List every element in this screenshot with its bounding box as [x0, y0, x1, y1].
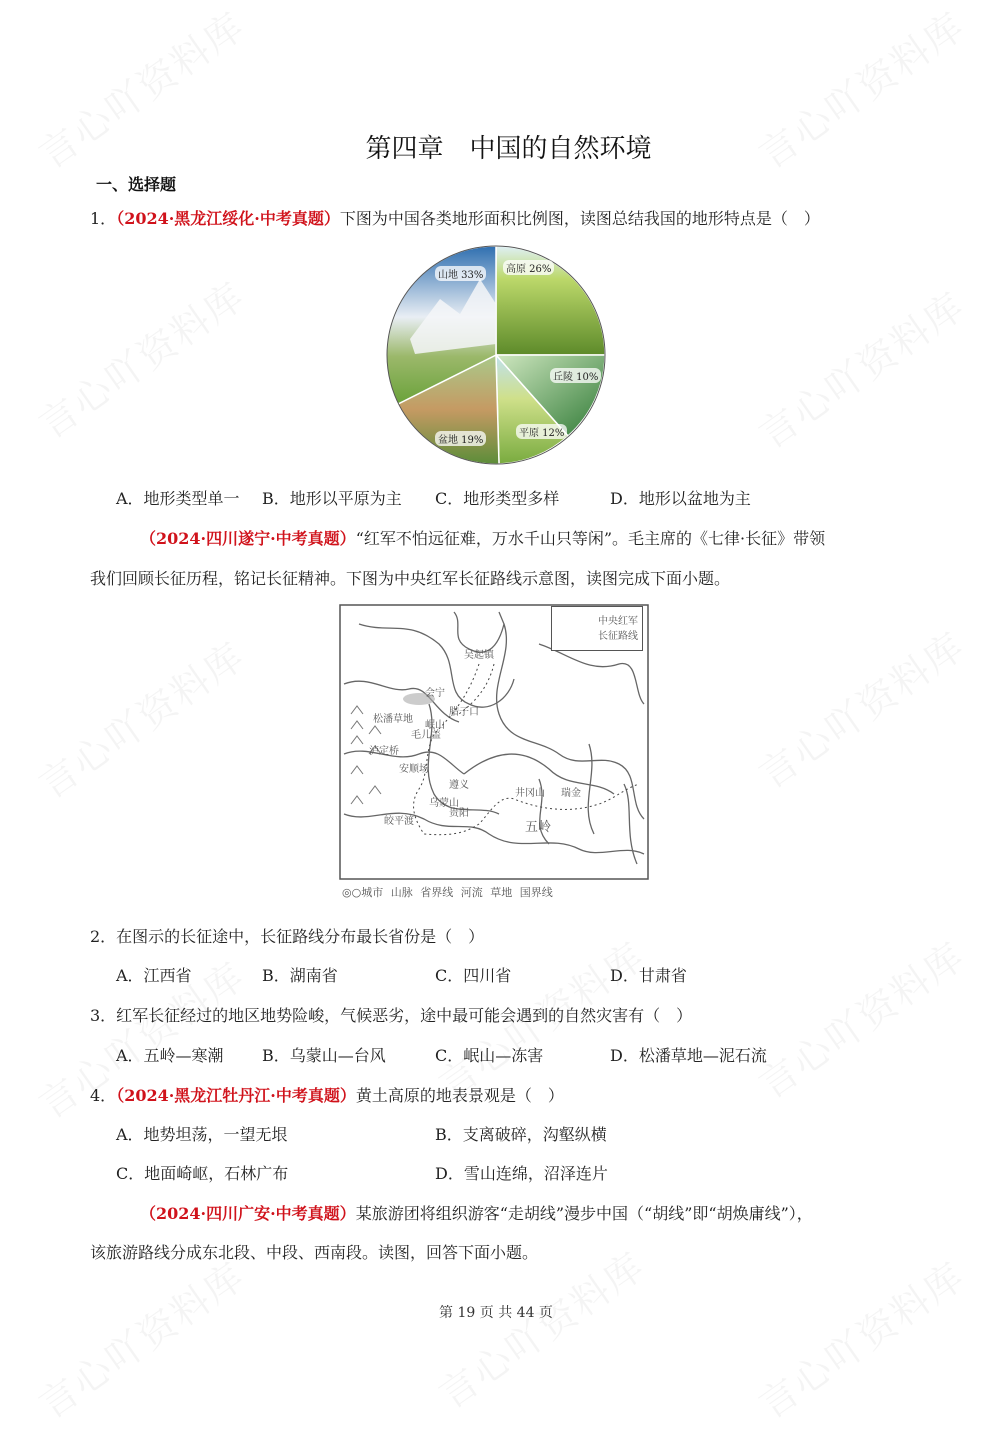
q3-option-d: D．松潘草地—泥石流 [610, 1046, 767, 1065]
q1-option-c: C．地形类型多样 [435, 489, 560, 508]
map-label-songpan: 松潘草地 [373, 714, 413, 725]
map-legend [342, 884, 662, 900]
inset-legend-line1: 中央红军 [598, 616, 638, 627]
q2-option-c: C．四川省 [435, 966, 512, 985]
q2-option-a: A．江西省 [116, 966, 192, 985]
question-stem: 黄土高原的地表景观是（ ） [355, 1086, 564, 1105]
legend-province-border: 省界线 [420, 886, 454, 899]
q4-option-c: C．地面崎岖，石林广布 [116, 1164, 289, 1183]
pie-label-mountains: 山地 33% [435, 266, 486, 281]
q3-option-c: C．岷山—冻害 [435, 1046, 544, 1065]
pie-label-plains: 平原 12% [516, 424, 567, 439]
q4-option-d: D．雪山连绵，沼泽连片 [435, 1164, 608, 1183]
q4-option-b: B．支离破碎，沟壑纵横 [435, 1125, 607, 1144]
map-label-wuling: 五岭 [525, 820, 552, 835]
question-3: 3．红军长征经过的地区地势险峻，气候恶劣，途中最可能会遇到的自然灾害有（ ） [90, 1006, 693, 1025]
q3-option-b: B．乌蒙山—台风 [262, 1046, 386, 1065]
q1-option-b: B．地形以平原为主 [262, 489, 402, 508]
question-2: 2．在图示的长征途中，长征路线分布最长省份是（ ） [90, 927, 485, 946]
map-label-huining: 会宁 [425, 688, 445, 699]
page-title: 第四章 中国的自然环境 [365, 134, 652, 164]
map-label-wumengshan: 乌蒙山 [429, 798, 459, 809]
question-source: （2024·黑龙江绥化·中考真题） [116, 209, 340, 228]
question-source: （2024·黑龙江牡丹江·中考真题） [116, 1086, 356, 1105]
question-stem: 下图为中国各类地形面积比例图，读图总结我国的地形特点是（ ） [339, 209, 820, 228]
pie-svg [385, 244, 607, 466]
q1-option-a: A．地形类型单一 [116, 489, 240, 508]
legend-grassland: 草地 [490, 886, 513, 899]
inset-legend-line2: 长征路线 [598, 631, 638, 642]
page-footer: 第 19 页 共 44 页 [439, 1305, 553, 1321]
map-label-ruijin: 瑞金 [561, 788, 581, 799]
legend-mountain: 山脉 [390, 886, 413, 899]
map-label-maoergai: 毛儿盖 [411, 730, 441, 741]
question-number: 4． [90, 1086, 117, 1105]
map-label-ludingqiao: 泸定桥 [369, 746, 399, 757]
terrain-pie-chart [385, 244, 607, 466]
legend-river: 河流 [460, 886, 483, 899]
question-1 [90, 206, 820, 229]
map-label-zunyi: 遵义 [449, 780, 469, 791]
q1-option-d: D．地形以盆地为主 [610, 489, 751, 508]
group-text: 某旅游团将组织游客“走胡线”漫步中国（“胡线”即“胡焕庸线”）， [355, 1204, 813, 1223]
pie-label-plateau: 高原 26% [503, 260, 554, 275]
q4-option-a: A．地势坦荡，一望无垠 [116, 1125, 288, 1144]
q2-option-b: B．湖南省 [262, 966, 338, 985]
q2-option-d: D．甘肃省 [610, 966, 687, 985]
map-label-jiaopingdu: 皎平渡 [384, 816, 414, 827]
group-intro-2-line1 [140, 1201, 813, 1224]
map-inset-legend [551, 606, 643, 651]
question-4 [90, 1083, 564, 1106]
group-intro-1-line1 [140, 526, 825, 549]
pie-label-basin: 盆地 19% [435, 431, 486, 446]
group-source: （2024·四川广安·中考真题） [140, 1204, 356, 1223]
group-intro-1-line2: 我们回顾长征历程，铭记长征精神。下图为中央红军长征路线示意图，读图完成下面小题。 [90, 569, 731, 588]
map-label-anshunchang: 安顺场 [399, 764, 429, 775]
map-label-jinggangshan: 井冈山 [515, 788, 545, 799]
q3-option-a: A．五岭—寒潮 [116, 1046, 224, 1065]
legend-city: ◎○城市 [342, 886, 384, 899]
map-label-guiyang: 贵阳 [449, 808, 469, 819]
legend-national-border: 国界线 [519, 886, 553, 899]
group-text: “红军不怕远征难，万水千山只等闲”。毛主席的《七律·长征》带领 [355, 529, 826, 548]
group-source: （2024·四川遂宁·中考真题） [140, 529, 356, 548]
question-number: 1． [90, 209, 117, 228]
map-label-minshan: 岷山 [425, 720, 445, 731]
section-heading: 一、选择题 [96, 175, 177, 194]
group-intro-2-line2: 该旅游路线分成东北段、中段、西南段。读图，回答下面小题。 [90, 1243, 539, 1262]
map-label-lazikou: 腊子口 [449, 707, 479, 718]
map-label-wuqizhen: 吴起镇 [464, 650, 494, 661]
pie-label-hills: 丘陵 10% [550, 368, 601, 383]
